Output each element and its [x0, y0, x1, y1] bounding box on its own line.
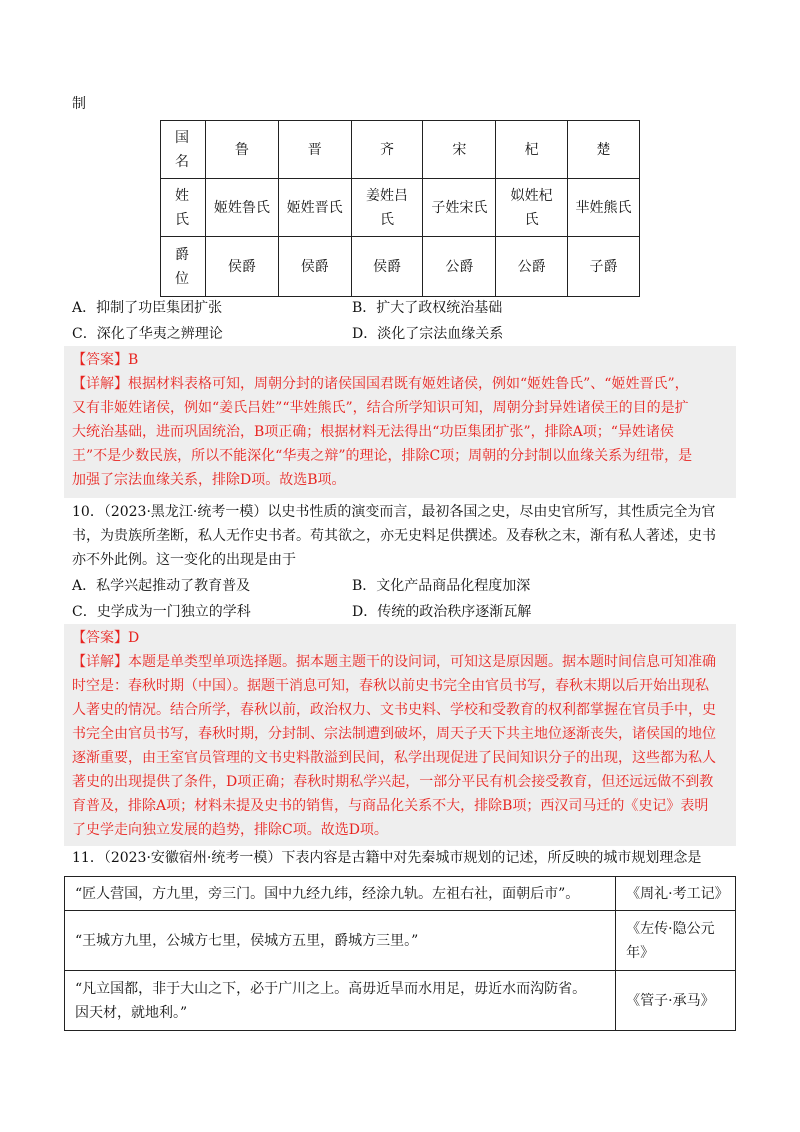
table-row — [161, 121, 640, 179]
table-row — [65, 877, 736, 911]
q9-detail-line: 【详解】根据材料表格可知，周朝分封的诸侯国国君既有姬姓诸侯，例如“姬姓鲁氏”、“姬姓晋氏”， — [72, 376, 689, 392]
q10-stem-line: 10．（2023·黑龙江·统考一模）以史书性质的演变而言，最初各国之史，尽由史官所写，其性质完全为官 — [72, 504, 716, 520]
q9-answer-block — [64, 346, 736, 498]
table-row — [65, 911, 736, 971]
q9-option-c[interactable]: C．深化了华夷之辨理论 — [72, 326, 223, 342]
q10-detail-line: 人著史的情况。结合所学，春秋以前，政治权力、文书史料、学校和受教育的权利都掌握在官员手中，史 — [72, 702, 716, 718]
table-cell: 侯爵 — [205, 237, 278, 297]
table-cell: 鲁 — [205, 121, 278, 179]
q9-detail-line: 加强了宗法血缘关系，排除D项。故选B项。 — [72, 472, 346, 488]
table-row — [161, 179, 640, 237]
table-cell: 齐 — [351, 121, 423, 179]
table-cell: 侯爵 — [278, 237, 351, 297]
source-cell: 《周礼·考工记》 — [616, 877, 736, 911]
q10-option-d[interactable]: D．传统的政治秩序逐渐瓦解 — [352, 604, 532, 620]
q10-stem-line: 亦不外此例。这一变化的出现是由于 — [72, 552, 296, 568]
table-cell: 杞 — [496, 121, 568, 179]
table-row — [161, 237, 640, 297]
table-row — [65, 971, 736, 1031]
table-cell: 侯爵 — [351, 237, 423, 297]
row-header: 爵 位 — [161, 237, 206, 297]
q10-option-a[interactable]: A．私学兴起推动了教育普及 — [72, 578, 251, 594]
source-cell: 《管子·承马》 — [616, 971, 736, 1031]
q11-quote-table — [64, 876, 736, 1031]
row-header: 姓 氏 — [161, 179, 206, 237]
table-cell: 宋 — [423, 121, 496, 179]
table-cell: 楚 — [568, 121, 640, 179]
q10-detail-line: 【详解】本题是单类型单项选择题。据本题主题干的设问词，可知这是原因题。据本题时间信息可知准确 — [72, 654, 716, 670]
q10-detail-line: 书完全由官员书写，春秋时期，分封制、宗法制遭到破坏，周天子天下共主地位逐渐丧失，诸侯国的地位 — [72, 726, 716, 742]
page-top-fragment: 制 — [72, 96, 86, 112]
q9-detail-line: 大统治基础，进而巩固统治，B项正确；根据材料无法得出“功臣集团扩张”，排除A项；“异姓诸侯 — [72, 424, 674, 440]
table-cell: 姜姓吕 氏 — [351, 179, 423, 237]
table-cell: 姬姓鲁氏 — [205, 179, 278, 237]
q9-option-a[interactable]: A．抑制了功臣集团扩张 — [72, 300, 223, 316]
q9-answer-label: 【答案】B — [72, 352, 139, 368]
table-cell: 公爵 — [496, 237, 568, 297]
table-cell: 公爵 — [423, 237, 496, 297]
q10-stem-line: 书，为贵族所垄断，私人无作史书者。苟其欲之，亦无史料足供撰述。及春秋之末，渐有私人著述，史书 — [72, 528, 716, 544]
q9-state-table — [160, 120, 640, 297]
q10-detail-line: 著史的出现提供了条件，D项正确；春秋时期私学兴起，一部分平民有机会接受教育，但还远远做不到教 — [72, 774, 714, 790]
quote-cell: “王城方九里，公城方七里，侯城方五里，爵城方三里。” — [65, 911, 616, 971]
q10-detail-line: 逐渐重要，由王室官员管理的文书史料散溢到民间，私学出现促进了民间知识分子的出现，这些都为私人 — [72, 750, 716, 766]
table-cell: 姒姓杞 氏 — [496, 179, 568, 237]
source-cell: 《左传·隐公元 年》 — [616, 911, 736, 971]
table-cell: 子姓宋氏 — [423, 179, 496, 237]
q10-detail-line: 了史学走向独立发展的趋势，排除C项。故选D项。 — [72, 822, 388, 838]
table-cell: 芈姓熊氏 — [568, 179, 640, 237]
q10-answer-block — [64, 624, 736, 846]
q9-option-b[interactable]: B．扩大了政权统治基础 — [352, 300, 503, 316]
q10-option-b[interactable]: B．文化产品商品化程度加深 — [352, 578, 531, 594]
quote-cell: “匠人营国，方九里，旁三门。国中九经九纬，经涂九轨。左祖右社，面朝后市”。 — [65, 877, 616, 911]
q10-detail-line: 育普及，排除A项；材料未提及史书的销售，与商品化关系不大，排除B项；西汉司马迁的《史记》表明 — [72, 798, 709, 814]
quote-cell: “凡立国都，非于大山之下，必于广川之上。高毋近旱而水用足，毋近水而沟防省。 因天材，就地利。” — [65, 971, 616, 1031]
q10-detail-line: 时空是：春秋时期（中国）。据题干消息可知，春秋以前史书完全由官员书写，春秋末期以后开始出现私 — [72, 678, 709, 694]
table-cell: 子爵 — [568, 237, 640, 297]
q10-option-c[interactable]: C．史学成为一门独立的学科 — [72, 604, 251, 620]
row-header: 国 名 — [161, 121, 206, 179]
q9-detail-line: 王”不是少数民族，所以不能深化“华夷之辩”的理论，排除C项；周朝的分封制以血缘关系为纽带，是 — [72, 448, 693, 464]
q11-stem: 11．（2023·安徽宿州·统考一模）下表内容是古籍中对先秦城市规划的记述，所反映的城市规划理念是 — [72, 850, 702, 866]
table-cell: 姬姓晋氏 — [278, 179, 351, 237]
q9-option-d[interactable]: D．淡化了宗法血缘关系 — [352, 326, 504, 342]
table-cell: 晋 — [278, 121, 351, 179]
q10-answer-label: 【答案】D — [72, 630, 140, 646]
q9-detail-line: 又有非姬姓诸侯，例如“姜氏吕姓”“芈姓熊氏”，结合所学知识可知，周朝分封异姓诸侯王的目的是扩 — [72, 400, 689, 416]
